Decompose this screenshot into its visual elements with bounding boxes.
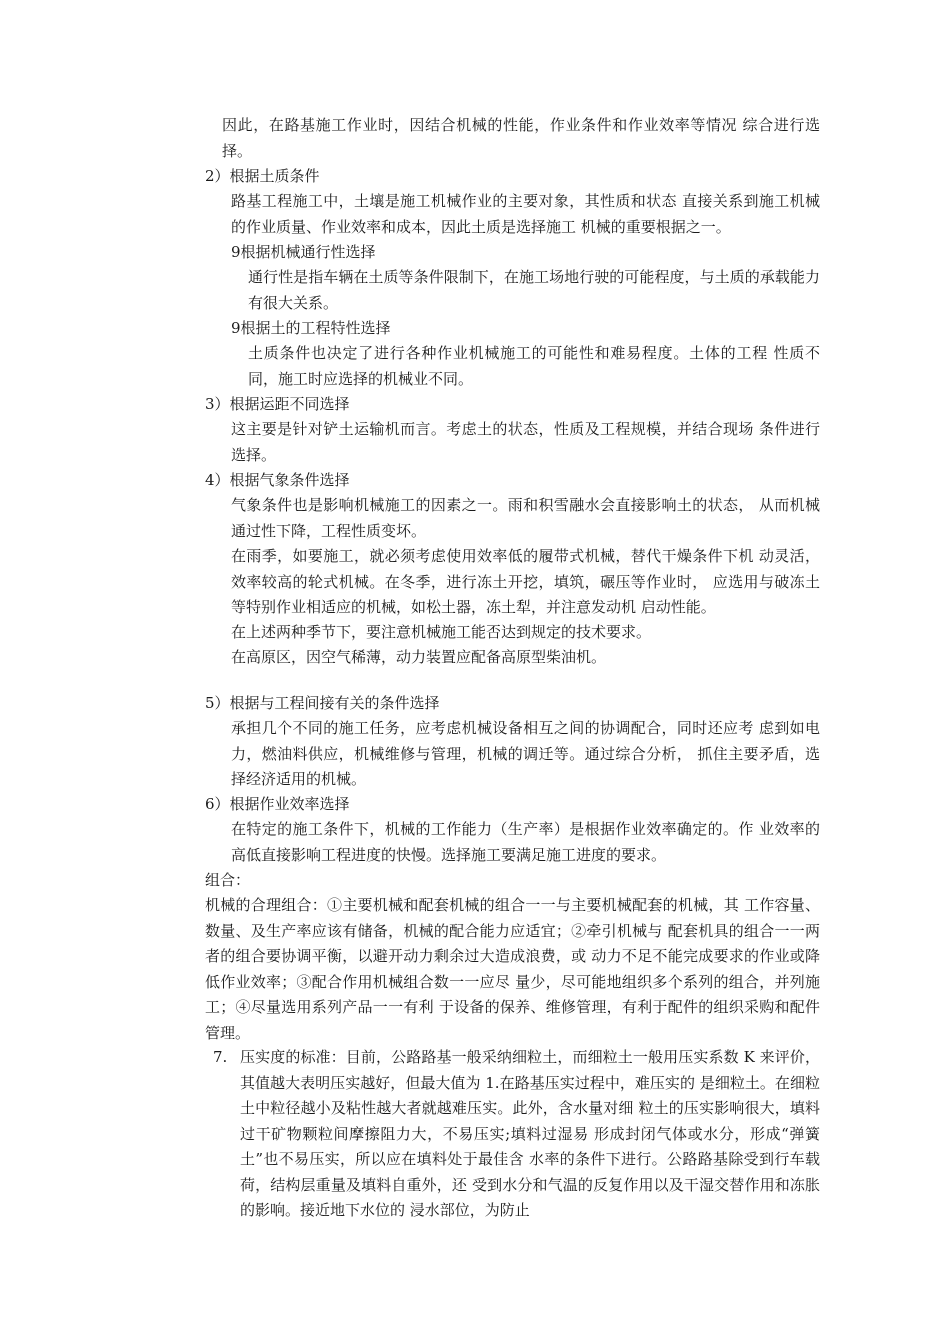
section-2-heading: 2）根据土质条件 <box>205 167 320 185</box>
section-6-heading: 6）根据作业效率选择 <box>205 795 350 813</box>
section-5-body: 承担几个不同的施工任务，应考虑机械设备相互之间的协调配合，同时还应考 虑到如电力，燃油料供应，机械维修与管理，机械的调迁等。通过综合分析， 抓住主要矛盾，选择经济适用的机械。 <box>231 719 820 788</box>
section-4-paragraph-3: 在上述两种季节下，要注意机械施工能否达到规定的技术要求。 <box>231 623 652 641</box>
combination-body: 机械的合理组合：①主要机械和配套机械的组合一一与主要机械配套的机械，其 工作容量、数量、及生产率应该有储备，机械的配合能力应适宜；②牵引机械与 配套机具的组合一一两者的组合要协调平衡，以避开动力剩余过大造成浪费，或 动力不足不能完成要求的作业或降低作业效率；③配合作用机械组合数一一应尽 量少，尽可能地组织多个系列的组合，并列施工；④尽量选用系列产品一一有利 于设备的保养、维修管理，有利于配件的组织采购和配件管理。 <box>205 896 820 1042</box>
section-2-body: 路基工程施工中，土壤是施工机械作业的主要对象，其性质和状态 直接关系到施工机械的作业质量、作业效率和成本，因此土质是选择施工 机械的重要根据之一。 <box>231 192 820 236</box>
combination-heading: 组合： <box>205 871 251 889</box>
intro-paragraph: 因此，在路基施工作业时，因结合机械的性能，作业条件和作业效率等情况 综合进行选择。 <box>222 116 820 160</box>
section-2-sub1-heading: 9根据机械通行性选择 <box>231 243 376 261</box>
section-2-sub2-heading: 9根据土的工程特性选择 <box>231 319 391 337</box>
section-4-paragraph-2: 在雨季，如要施工，就必须考虑使用效率低的履带式机械，替代干燥条件下机 动灵活，效率较高的轮式机械。在冬季，进行冻土开挖，填筑，碾压等作业时， 应选用与破冻土等特别作业相适应的机械，如松土器，冻土犁，并注意发动机 启动性能。 <box>231 547 820 616</box>
item-7-number: 7. <box>213 1048 228 1066</box>
section-2-sub2-body: 土质条件也决定了进行各种作业机械施工的可能性和难易程度。土体的工程 性质不同，施工时应选择的机械业不同。 <box>248 344 820 388</box>
section-3-body: 这主要是针对铲土运输机而言。考虑土的状态，性质及工程规模，并结合现场 条件进行选择。 <box>231 420 820 464</box>
section-4-paragraph-4: 在高原区，因空气稀薄，动力装置应配备高原型柴油机。 <box>231 648 607 666</box>
section-4-heading: 4）根据气象条件选择 <box>205 471 350 489</box>
section-3-heading: 3）根据运距不同选择 <box>205 395 350 413</box>
section-6-body: 在特定的施工条件下，机械的工作能力（生产率）是根据作业效率确定的。作 业效率的高低直接影响工程进度的快慢。选择施工要满足施工进度的要求。 <box>231 820 820 864</box>
section-2-sub1-body: 通行性是指车辆在土质等条件限制下，在施工场地行驶的可能程度，与土质的承载能力有很大关系。 <box>248 268 820 312</box>
section-5-heading: 5）根据与工程间接有关的条件选择 <box>205 694 440 712</box>
section-4-paragraph-1: 气象条件也是影响机械施工的因素之一。雨和积雪融水会直接影响土的状态， 从而机械通过性下降，工程性质变坏。 <box>231 496 820 540</box>
item-7-body: 压实度的标准：目前，公路路基一般采纳细粒土，而细粒土一般用压实系数 K 来评价，其值越大表明压实越好，但最大值为 1.在路基压实过程中，难压实的 是细粒土。在细粒土中粒径越小及粘性越大者就越难压实。此外，含水量对细 粒土的压实影响很大，填料过干矿物颗粒间摩擦阻力大，不易压实;填料过湿易 形成封闭气体或水分，形成“弹簧土”也不易压实，所以应在填料处于最佳含 水率的条件下进行。公路路基除受到行车载荷，结构层重量及填料自重外，还 受到水分和气温的反复作用以及干湿交替作用和冻胀的影响。接近地下水位的 浸水部位，为防止 <box>240 1048 820 1219</box>
